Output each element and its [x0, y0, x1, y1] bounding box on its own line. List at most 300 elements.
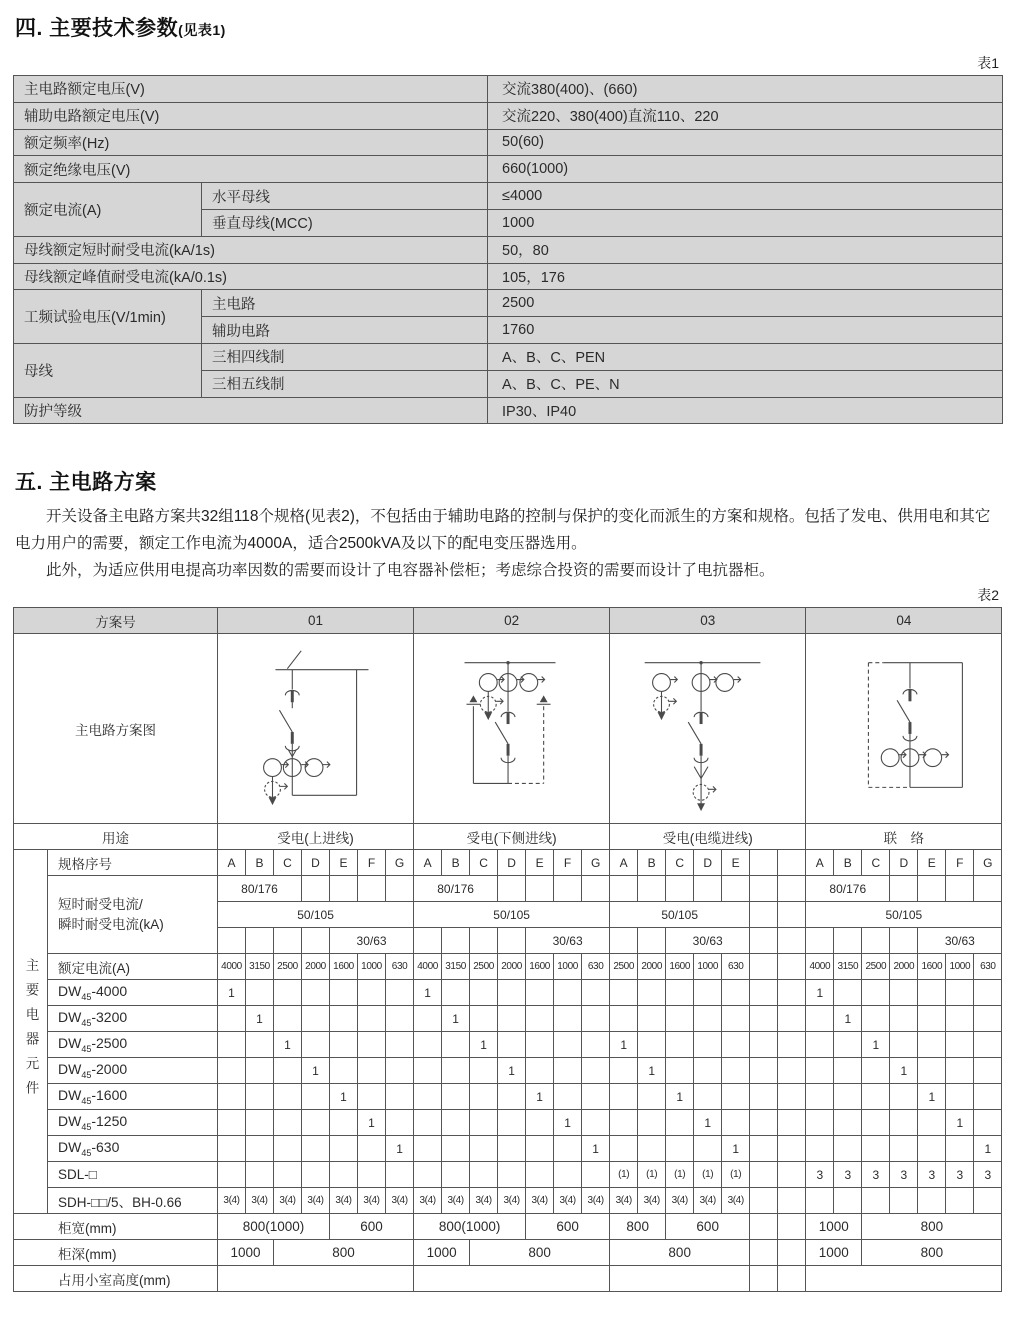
t2-cell — [778, 876, 806, 902]
t2-cell — [274, 1162, 302, 1188]
t2-cell — [834, 1084, 862, 1110]
t2-cell — [890, 1006, 918, 1032]
t2-cell: 50/105 — [610, 902, 750, 928]
t2-cell — [638, 1136, 666, 1162]
t2-cell — [414, 1162, 442, 1188]
t2-cell: 1000 — [554, 954, 582, 980]
t2-cell: 2500 — [470, 954, 498, 980]
t1-cell: 交流380(400)、(660) — [488, 76, 1003, 103]
t2-cell: (1) — [722, 1162, 750, 1188]
t2-cell: SDH-□□/5、BH-0.66 — [48, 1188, 218, 1214]
t2-cell: 4000 — [218, 954, 246, 980]
t2-cell: 600 — [330, 1214, 414, 1240]
t2-cell — [358, 1162, 386, 1188]
t2-cell — [694, 1084, 722, 1110]
t2-cell — [386, 1110, 414, 1136]
t2-cell: 1600 — [526, 954, 554, 980]
t2-cell: 600 — [666, 1214, 750, 1240]
t2-cell: G — [974, 850, 1002, 876]
t2-cell: 3(4) — [582, 1188, 610, 1214]
t2-cell: 3 — [806, 1162, 834, 1188]
t1-cell: 水平母线 — [202, 183, 488, 210]
t2-cell: 2000 — [498, 954, 526, 980]
t2-cell: 规格序号 — [48, 850, 218, 876]
t2-cell — [442, 928, 470, 954]
t2-cell: 1000 — [806, 1240, 862, 1266]
t2-cell — [694, 1136, 722, 1162]
t2-cell — [442, 1136, 470, 1162]
t2-cell — [918, 1110, 946, 1136]
t2-cell: 1 — [638, 1058, 666, 1084]
t2-cell — [666, 1136, 694, 1162]
t2-cell — [414, 1110, 442, 1136]
t2-cell: G — [582, 850, 610, 876]
t2-cell — [918, 1188, 946, 1214]
t2-cell — [498, 1136, 526, 1162]
t2-cell — [414, 634, 610, 824]
t2-cell: 1 — [302, 1058, 330, 1084]
t2-cell — [582, 876, 610, 902]
t2-cell — [638, 876, 666, 902]
t2-cell: C — [470, 850, 498, 876]
t2-cell: $DW_{45}-2000$ — [48, 1058, 218, 1084]
t2-cell — [890, 1188, 918, 1214]
t2-cell: 630 — [974, 954, 1002, 980]
t2-cell — [470, 1110, 498, 1136]
t2-cell — [218, 928, 246, 954]
t2-cell — [330, 980, 358, 1006]
t2-cell: 1 — [974, 1136, 1002, 1162]
t2-cell — [834, 980, 862, 1006]
t2-cell — [386, 1162, 414, 1188]
t2-cell — [554, 1032, 582, 1058]
t2-cell: 50/105 — [218, 902, 414, 928]
t2-cell — [610, 876, 638, 902]
table1-tag: 表1 — [977, 55, 999, 71]
t2-cell — [526, 1006, 554, 1032]
t2-cell: 1 — [526, 1084, 554, 1110]
t2-cell: 3(4) — [358, 1188, 386, 1214]
t2-cell — [414, 1006, 442, 1032]
t2-cell — [386, 1058, 414, 1084]
t1-cell: 50(60) — [488, 129, 1003, 156]
t2-cell — [750, 1240, 778, 1266]
t2-cell: 1600 — [330, 954, 358, 980]
t2-cell — [750, 954, 778, 980]
t2-cell — [946, 980, 974, 1006]
t2-cell — [862, 928, 890, 954]
t2-cell — [778, 1240, 806, 1266]
t2-cell — [274, 928, 302, 954]
t2-cell — [806, 1084, 834, 1110]
t2-cell: 1 — [610, 1032, 638, 1058]
t2-cell — [358, 1084, 386, 1110]
t2-cell: D — [498, 850, 526, 876]
t2-cell: 1 — [918, 1084, 946, 1110]
t2-cell: E — [722, 850, 750, 876]
t2-cell — [470, 1136, 498, 1162]
t2-cell: C — [862, 850, 890, 876]
t2-cell — [778, 1006, 806, 1032]
t2-cell — [582, 1006, 610, 1032]
t2-cell: 3(4) — [274, 1188, 302, 1214]
t2-cell: 03 — [610, 608, 806, 634]
t2-cell: 50/105 — [414, 902, 610, 928]
t2-cell — [274, 1136, 302, 1162]
t2-cell — [386, 876, 414, 902]
t2-cell — [750, 928, 778, 954]
t2-cell — [470, 1084, 498, 1110]
t2-cell: 3(4) — [554, 1188, 582, 1214]
t2-cell — [806, 1058, 834, 1084]
t2-cell: 1 — [498, 1058, 526, 1084]
t1-cell: 660(1000) — [488, 156, 1003, 183]
t2-cell: (1) — [610, 1162, 638, 1188]
t2-cell — [414, 1032, 442, 1058]
t2-cell — [918, 1032, 946, 1058]
t2-cell: $DW_{45}-3200$ — [48, 1006, 218, 1032]
t2-cell: 3150 — [834, 954, 862, 980]
t2-cell — [274, 1110, 302, 1136]
t1-cell: A、B、C、PEN — [488, 343, 1003, 370]
t2-cell: 01 — [218, 608, 414, 634]
t1-cell: 母线额定短时耐受电流(kA/1s) — [14, 236, 488, 263]
technical-parameters-table — [13, 75, 1003, 424]
t2-cell — [834, 1136, 862, 1162]
t1-cell: ≤4000 — [488, 183, 1003, 210]
t2-cell: D — [302, 850, 330, 876]
t2-cell: 800 — [862, 1240, 1002, 1266]
t2-cell: 1 — [470, 1032, 498, 1058]
t2-cell — [246, 1032, 274, 1058]
t2-cell: E — [526, 850, 554, 876]
t2-cell: B — [442, 850, 470, 876]
paragraph-1: 开关设备主电路方案共32组118个规格(见表2)，不包括由于辅助电路的控制与保护的变化而派生的方案和规格。包括了发电、供用电和其它电力用户的需要，额定工作电流为4000A，适合2500kVA及以下的配电变压器选用。 — [15, 508, 991, 553]
t2-cell — [694, 1058, 722, 1084]
t2-cell: 3(4) — [302, 1188, 330, 1214]
t2-cell — [722, 1110, 750, 1136]
t2-cell: 80/176 — [414, 876, 498, 902]
t1-cell: 三相五线制 — [202, 370, 488, 397]
t2-cell — [274, 1006, 302, 1032]
t2-cell: 3 — [862, 1162, 890, 1188]
t2-cell — [526, 1032, 554, 1058]
t2-cell — [610, 1266, 750, 1292]
t2-cell: D — [890, 850, 918, 876]
t2-cell — [414, 928, 442, 954]
t2-cell: 50/105 — [806, 902, 1002, 928]
t2-cell — [666, 1032, 694, 1058]
t2-cell — [946, 1188, 974, 1214]
t2-cell — [946, 1006, 974, 1032]
t2-cell — [750, 1162, 778, 1188]
t2-cell — [946, 1032, 974, 1058]
t2-cell — [834, 1188, 862, 1214]
t2-cell — [302, 876, 330, 902]
t2-cell: 1000 — [694, 954, 722, 980]
t2-cell: 1 — [358, 1110, 386, 1136]
t2-cell: 630 — [582, 954, 610, 980]
t2-cell: B — [834, 850, 862, 876]
t2-cell: 3 — [890, 1162, 918, 1188]
t2-cell — [750, 1214, 778, 1240]
t2-cell — [414, 1266, 610, 1292]
t1-cell: 交流220、380(400)直流110、220 — [488, 102, 1003, 129]
t2-cell: 3(4) — [666, 1188, 694, 1214]
t2-cell: 3(4) — [610, 1188, 638, 1214]
t1-cell: 额定频率(Hz) — [14, 129, 488, 156]
t1-cell: 辅助电路额定电压(V) — [14, 102, 488, 129]
t1-cell: A、B、C、PE、N — [488, 370, 1003, 397]
t2-cell: 630 — [386, 954, 414, 980]
t2-cell: 2000 — [638, 954, 666, 980]
t2-cell — [554, 1162, 582, 1188]
t2-cell — [750, 1110, 778, 1136]
t2-cell — [442, 1084, 470, 1110]
t2-cell — [974, 980, 1002, 1006]
t2-cell — [246, 1110, 274, 1136]
t2-cell: 800 — [274, 1240, 414, 1266]
t2-cell — [582, 1084, 610, 1110]
t2-cell — [582, 1110, 610, 1136]
t2-cell — [778, 1266, 806, 1292]
t2-cell: 4000 — [414, 954, 442, 980]
t2-cell: 600 — [526, 1214, 610, 1240]
t2-cell: 800 — [610, 1214, 666, 1240]
t2-cell — [526, 1136, 554, 1162]
t2-cell — [778, 1188, 806, 1214]
t2-cell — [358, 1058, 386, 1084]
t2-cell — [330, 1058, 358, 1084]
t2-cell — [750, 1084, 778, 1110]
section4-title — [15, 0, 1002, 42]
t2-cell: 1 — [806, 980, 834, 1006]
t1-cell: 2500 — [488, 290, 1003, 317]
t2-cell: F — [946, 850, 974, 876]
t2-cell — [610, 1110, 638, 1136]
t2-cell — [974, 1006, 1002, 1032]
document-page — [13, 0, 1002, 1292]
t2-cell — [470, 928, 498, 954]
t2-cell — [694, 1032, 722, 1058]
t2-cell — [778, 902, 806, 928]
t2-cell — [582, 980, 610, 1006]
t2-cell — [330, 1162, 358, 1188]
t2-cell: C — [666, 850, 694, 876]
t2-cell — [498, 980, 526, 1006]
t2-cell: 3150 — [442, 954, 470, 980]
t2-cell — [358, 1032, 386, 1058]
t2-cell — [694, 876, 722, 902]
t2-cell: A — [610, 850, 638, 876]
t2-cell — [442, 1058, 470, 1084]
t2-cell: 3(4) — [414, 1188, 442, 1214]
t2-cell — [554, 876, 582, 902]
t1-cell: 辅助电路 — [202, 317, 488, 344]
t2-cell: 1 — [890, 1058, 918, 1084]
t2-cell: 1 — [386, 1136, 414, 1162]
t2-cell — [638, 928, 666, 954]
t1-cell: 额定电流(A) — [14, 183, 202, 237]
scheme-03-circuit-diagram — [610, 637, 805, 821]
t2-cell — [778, 954, 806, 980]
t2-cell — [554, 1084, 582, 1110]
t2-cell — [890, 876, 918, 902]
t2-cell — [918, 876, 946, 902]
t2-cell — [862, 1188, 890, 1214]
t1-cell: IP30、IP40 — [488, 397, 1003, 424]
t2-cell — [582, 1162, 610, 1188]
t2-cell — [330, 1006, 358, 1032]
t2-cell — [946, 876, 974, 902]
t2-cell — [974, 1032, 1002, 1058]
t2-cell — [302, 1162, 330, 1188]
t2-cell: 1 — [554, 1110, 582, 1136]
t2-cell — [358, 980, 386, 1006]
t2-cell — [778, 980, 806, 1006]
t2-cell — [498, 1162, 526, 1188]
t2-cell — [470, 1006, 498, 1032]
t2-cell — [218, 1266, 414, 1292]
t2-cell — [890, 1084, 918, 1110]
t2-cell — [806, 1032, 834, 1058]
t2-cell — [806, 928, 834, 954]
t2-cell — [526, 980, 554, 1006]
t2-cell — [610, 928, 638, 954]
t2-cell — [778, 1058, 806, 1084]
t2-cell — [302, 1006, 330, 1032]
main-circuit-schemes-table — [13, 607, 1002, 1292]
t2-cell: $DW_{45}-2500$ — [48, 1032, 218, 1058]
t2-cell — [946, 1084, 974, 1110]
t2-cell — [638, 980, 666, 1006]
t2-cell — [302, 1084, 330, 1110]
t2-cell: F — [358, 850, 386, 876]
t2-cell — [806, 1266, 1002, 1292]
t2-cell — [722, 876, 750, 902]
t2-cell: 1 — [666, 1084, 694, 1110]
t2-cell — [302, 1110, 330, 1136]
t2-cell — [526, 1162, 554, 1188]
t2-cell: F — [554, 850, 582, 876]
t2-cell — [778, 1032, 806, 1058]
t2-cell: 800(1000) — [414, 1214, 526, 1240]
t2-cell: 1000 — [218, 1240, 274, 1266]
scheme-02-circuit-diagram — [417, 637, 607, 821]
t2-cell — [610, 1006, 638, 1032]
t2-cell — [750, 902, 778, 928]
t2-cell: SDL-□ — [48, 1162, 218, 1188]
t2-cell: 1 — [442, 1006, 470, 1032]
t2-cell — [330, 1136, 358, 1162]
t2-cell: 1 — [218, 980, 246, 1006]
t2-cell: 3 — [974, 1162, 1002, 1188]
t2-cell — [666, 980, 694, 1006]
t2-cell — [498, 1032, 526, 1058]
t2-cell: 1000 — [358, 954, 386, 980]
section5-title: 五. 主电路方案 — [15, 471, 157, 495]
t2-cell: (1) — [638, 1162, 666, 1188]
t2-cell: 1 — [246, 1006, 274, 1032]
t2-cell — [218, 1006, 246, 1032]
t2-cell — [330, 1032, 358, 1058]
t2-cell — [946, 1136, 974, 1162]
t2-cell — [778, 1162, 806, 1188]
t2-cell: (1) — [666, 1162, 694, 1188]
t2-cell: $DW_{45}-1250$ — [48, 1110, 218, 1136]
t2-cell — [750, 1188, 778, 1214]
t2-cell — [554, 1058, 582, 1084]
t2-cell — [974, 1058, 1002, 1084]
t2-cell: 1 — [946, 1110, 974, 1136]
t2-cell — [330, 876, 358, 902]
t2-cell — [694, 1006, 722, 1032]
t2-cell — [862, 1136, 890, 1162]
t2-cell: A — [218, 850, 246, 876]
t2-cell: 1 — [834, 1006, 862, 1032]
t2-cell — [890, 1032, 918, 1058]
t2-cell: 1000 — [414, 1240, 470, 1266]
t2-cell — [526, 1058, 554, 1084]
t2-cell: 800 — [862, 1214, 1002, 1240]
t1-cell: 防护等级 — [14, 397, 488, 424]
t2-cell — [638, 1032, 666, 1058]
t2-cell — [246, 928, 274, 954]
scheme-04-circuit-diagram — [806, 637, 1002, 821]
t1-cell: 105，176 — [488, 263, 1003, 290]
t2-cell — [918, 1058, 946, 1084]
t2-cell: 柜深(mm) — [14, 1240, 218, 1266]
table2-tag: 表2 — [977, 587, 999, 604]
t2-cell — [218, 1110, 246, 1136]
t2-cell: E — [330, 850, 358, 876]
t2-cell: 3(4) — [218, 1188, 246, 1214]
t2-cell: 1000 — [806, 1214, 862, 1240]
t2-cell — [246, 1136, 274, 1162]
t2-cell: A — [806, 850, 834, 876]
t2-cell: B — [246, 850, 274, 876]
t1-cell: 母线 — [14, 343, 202, 397]
t2-cell: 3(4) — [442, 1188, 470, 1214]
t2-cell — [862, 1110, 890, 1136]
t2-cell — [722, 1006, 750, 1032]
t2-cell — [218, 1084, 246, 1110]
t2-cell — [386, 980, 414, 1006]
t2-cell — [862, 980, 890, 1006]
t2-cell — [834, 1058, 862, 1084]
t2-cell — [778, 1136, 806, 1162]
t2-cell: 3(4) — [498, 1188, 526, 1214]
t2-cell: 3(4) — [694, 1188, 722, 1214]
t2-cell — [526, 1110, 554, 1136]
t2-cell: $DW_{45}-4000$ — [48, 980, 218, 1006]
t2-cell — [834, 1110, 862, 1136]
t2-cell — [778, 850, 806, 876]
t2-cell — [414, 1084, 442, 1110]
t2-cell: 主电路方案图 — [14, 634, 218, 824]
t2-cell: 受电(上进线) — [218, 824, 414, 850]
t2-cell — [414, 1058, 442, 1084]
t2-cell — [554, 980, 582, 1006]
t2-cell — [442, 1110, 470, 1136]
t2-cell: 1 — [862, 1032, 890, 1058]
t2-cell — [358, 876, 386, 902]
t2-cell — [722, 1058, 750, 1084]
t2-cell: 3(4) — [722, 1188, 750, 1214]
t2-cell — [862, 1006, 890, 1032]
t2-cell: 02 — [414, 608, 610, 634]
t2-cell: 1 — [330, 1084, 358, 1110]
